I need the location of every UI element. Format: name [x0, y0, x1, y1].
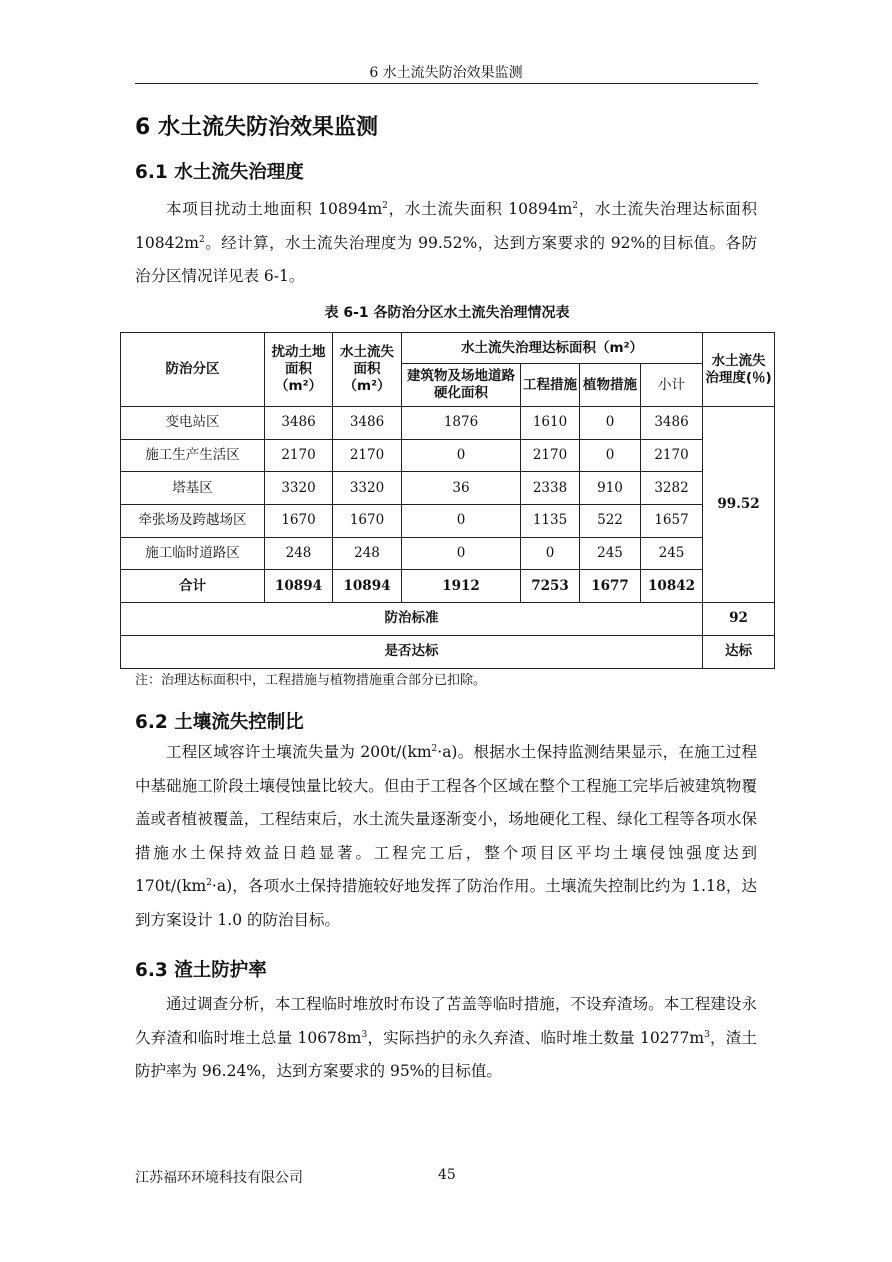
cell: 0: [580, 407, 641, 440]
table-note: 注：治理达标面积中，工程措施与植物措施重合部分已扣除。: [135, 673, 487, 688]
cell: 1876: [402, 407, 521, 440]
cell: 3282: [641, 472, 703, 505]
cell: 10894: [265, 570, 333, 603]
table-row: [121, 439, 775, 472]
cell: 2170: [265, 439, 333, 472]
cell: 1610: [521, 407, 580, 440]
cell: 1670: [333, 505, 402, 538]
cell: 2170: [333, 439, 402, 472]
cell: 3486: [641, 407, 703, 440]
met-label: 是否达标: [121, 635, 703, 668]
cell: 0: [521, 537, 580, 570]
degree-value: 99.52: [703, 407, 775, 603]
cell: 合计: [121, 570, 265, 603]
cell: 910: [580, 472, 641, 505]
cell: 牵张场及跨越场区: [121, 505, 265, 538]
table-row: [121, 407, 775, 440]
paragraph-6-1: 本项目扰动土地面积 $10894m^2$，水土流失面积 $10894m^2$，水土流失治理达标面积 $10842m^2$。经计算，水土流失治理度为 99.52%，达到方案要求的 92%的目标值。各防治分区情况详见表 6-1。: [135, 200, 758, 285]
paragraph-6-2: 工程区域容许土壤流失量为 $200t/(km^2\cdot a)$。根据水土保持监测结果显示，在施工过程中基础施工阶段土壤侵蚀量比较大。但由于工程各个区域在整个工程施工完毕后被建筑物覆盖或者植被覆盖，工程结束后，水土流失量逐渐变小，场地硬化工程、绿化工程等各项水保措施水土保持效益日趋显著。工程完工后，整个项目区平均土壤侵蚀强度达到 $170t/(km^2\cdot a)$，各项水土保持措施较好地发挥了防治作用。土壤流失控制比约为 1.18，达到方案设计 1.0 的防治目标。: [135, 743, 757, 929]
cell: 10894: [333, 570, 402, 603]
cell: 7253: [521, 570, 580, 603]
subsection-6-3-title: 6.3 渣土防护率: [135, 960, 267, 981]
standard-value: 92: [703, 603, 775, 636]
cell: 0: [402, 505, 521, 538]
table-caption: 表 6-1 各防治分区水土流失治理情况表: [324, 305, 570, 321]
cell: 522: [580, 505, 641, 538]
cell: 3320: [333, 472, 402, 505]
header-rule: [135, 83, 758, 84]
th-subtotal: 小计: [641, 364, 703, 407]
footer-company: 江苏福环环境科技有限公司: [135, 1170, 303, 1186]
cell: 3320: [265, 472, 333, 505]
table-row: [121, 505, 775, 538]
table-total-row: [121, 570, 775, 603]
th-loss: 水土流失面积（m²）: [333, 333, 402, 407]
table-row: [121, 472, 775, 505]
met-value: 达标: [703, 635, 775, 668]
section-title: 6 水土流失防治效果监测: [135, 115, 378, 140]
paragraph-6-3: 通过调查分析，本工程临时堆放时布设了苫盖等临时措施，不设弃渣场。本工程建设永久弃渣和临时堆土总量 $10678m^3$，实际挡护的永久弃渣、临时堆土数量 $10277m^3$，渣土防护率为 96.24%，达到方案要求的 95%的目标值。: [135, 995, 757, 1080]
cell: 变电站区: [121, 407, 265, 440]
cell: 1135: [521, 505, 580, 538]
subsection-6-2-title: 6.2 土壤流失控制比: [135, 712, 304, 733]
subsection-6-1-title: 6.1 水土流失治理度: [135, 162, 304, 183]
cell: 3486: [333, 407, 402, 440]
th-zone: 防治分区: [121, 333, 265, 407]
met-row: [121, 635, 775, 668]
running-header: 6 水土流失防治效果监测: [369, 65, 523, 81]
standard-label: 防治标准: [121, 603, 703, 636]
table-row: [121, 537, 775, 570]
cell: 0: [402, 439, 521, 472]
cell: 1670: [265, 505, 333, 538]
cell: 3486: [265, 407, 333, 440]
standard-row: [121, 603, 775, 636]
th-engineering: 工程措施: [521, 364, 580, 407]
th-treated: 水土流失治理达标面积（m²）: [402, 333, 703, 364]
cell: 2170: [641, 439, 703, 472]
cell: 1677: [580, 570, 641, 603]
cell: 施工生产生活区: [121, 439, 265, 472]
cell: 2338: [521, 472, 580, 505]
control-zone-table: [120, 332, 775, 669]
cell: 1912: [402, 570, 521, 603]
cell: 1657: [641, 505, 703, 538]
cell: 0: [402, 537, 521, 570]
cell: 245: [580, 537, 641, 570]
cell: 248: [265, 537, 333, 570]
cell: 36: [402, 472, 521, 505]
th-building: 建筑物及场地道路硬化面积: [402, 364, 521, 407]
th-degree: 水土流失治理度(％): [703, 333, 775, 407]
cell: 248: [333, 537, 402, 570]
cell: 2170: [521, 439, 580, 472]
th-plant: 植物措施: [580, 364, 641, 407]
page-number: 45: [438, 1167, 456, 1183]
cell: 10842: [641, 570, 703, 603]
cell: 245: [641, 537, 703, 570]
cell: 施工临时道路区: [121, 537, 265, 570]
cell: 塔基区: [121, 472, 265, 505]
cell: 0: [580, 439, 641, 472]
th-disturbed: 扰动土地面积（m²）: [265, 333, 333, 407]
